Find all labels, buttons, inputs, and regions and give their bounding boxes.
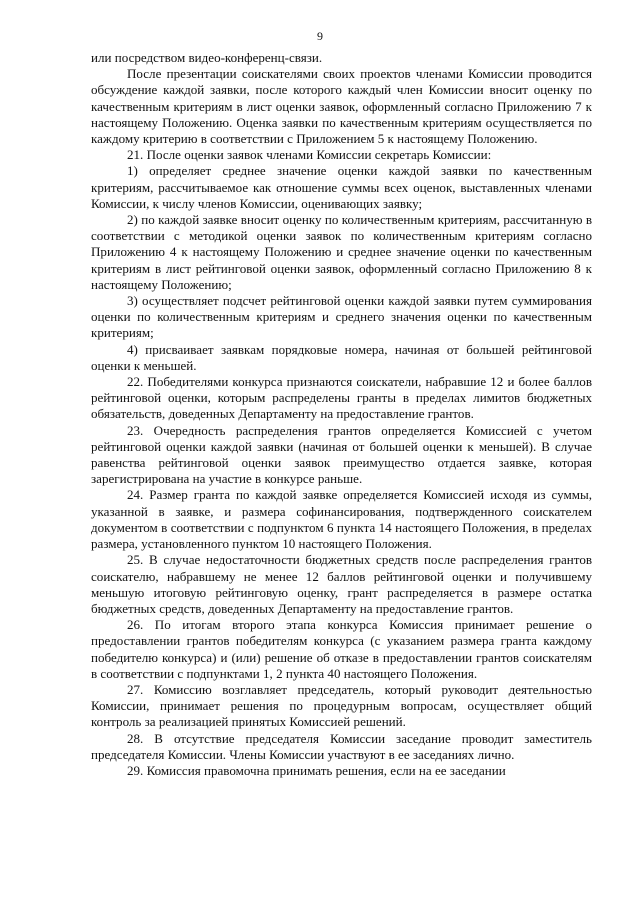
paragraph-25: 25. В случае недостаточности бюджетных средств после распределения грантов соискателю, набравшему не менее 12 баллов рейтинговой оценки и получившему меньшую итоговую рейтинговую оценку, грант распределяется в размере остатка бюджетных средств, доведенных Департаменту на предоставление грантов.: [91, 552, 592, 616]
paragraph-presentation: После презентации соискателями своих проектов членами Комиссии проводится обсуждение каждой заявки, после которого каждый член Комиссии вносит оценку по качественным критериям в лист оценки заявок, оформленный согласно Приложению 7 к настоящему Положению. Оценка заявки по качественным критериям осуществляется по каждому критерию в соответствии с Приложением 5 к настоящему Положению.: [91, 66, 592, 147]
paragraph-21-item-2: 2) по каждой заявке вносит оценку по количественным критериям, рассчитанную в соответствии с методикой оценки заявок по количественным критериям согласно Приложению 4 к настоящему Положению и среднее значение оценки по качественным критериям в лист рейтинговой оценки заявок, оформленный согласно Приложению 8 к настоящему Положению;: [91, 212, 592, 292]
paragraph-29: 29. Комиссия правомочна принимать решения, если на ее заседании: [127, 762, 506, 778]
paragraph-22: 22. Победителями конкурса признаются соискатели, набравшие 12 и более баллов рейтинговой оценки, которым распределены гранты в пределах лимитов бюджетных обязательств, доведенных Департаменту на предоставление грантов.: [91, 374, 592, 422]
paragraph-26: 26. По итогам второго этапа конкурса Комиссия принимает решение о предоставлении грантов победителям конкурса (с указанием размера гранта каждому победителю конкурса) и (или) решение об отказе в предоставлении грантов соискателям в соответствии с подпунктами 1, 2 пункта 40 настоящего Положения.: [91, 617, 592, 681]
paragraph-28: 28. В отсутствие председателя Комиссии заседание проводит заместитель председателя Комиссии. Члены Комиссии участвуют в ее заседаниях лично.: [91, 730, 592, 762]
page-number: 9: [317, 29, 323, 43]
paragraph-21-item-4: 4) присваивает заявкам порядковые номера, начиная от большей рейтинговой оценки к меньшей.: [91, 341, 592, 373]
paragraph-21-item-1: 1) определяет среднее значение оценки каждой заявки по качественным критериям, рассчитываемое как отношение суммы всех оценок, выставленных членами Комиссии, к числу членов Комиссии, оценивающих заявку;: [91, 163, 592, 211]
document-body: [91, 50, 592, 779]
paragraph-21-item-3: 3) осуществляет подсчет рейтинговой оценки каждой заявки путем суммирования оценки по количественным критериям и среднего значения оценки по качественным критериям;: [91, 293, 592, 341]
paragraph-21: 21. После оценки заявок членами Комиссии секретарь Комиссии:: [127, 147, 492, 163]
paragraph-continuation: или посредством видео-конференц-связи.: [91, 50, 323, 65]
paragraph-24: 24. Размер гранта по каждой заявке определяется Комиссией исходя из суммы, указанной в заявке, и размера софинансирования, подтвержденного соискателем документом в соответствии с подпунктом 6 пункта 14 настоящего Положения, в пределах размера, установленного пунктом 10 настоящего Положения.: [91, 487, 592, 552]
paragraph-27: 27. Комиссию возглавляет председатель, который руководит деятельностью Комиссии, принимает решения по процедурным вопросам, осуществляет общий контроль за реализацией принятых Комиссией решений.: [91, 681, 592, 730]
paragraph-23: 23. Очередность распределения грантов определяется Комиссией с учетом рейтинговой оценки каждой заявки (начиная от большей оценки к меньшей). В случае равенства рейтинговой оценки заявок преимущество отдается заявке, которая зарегистрирована на участие в конкурсе раньше.: [91, 422, 592, 487]
